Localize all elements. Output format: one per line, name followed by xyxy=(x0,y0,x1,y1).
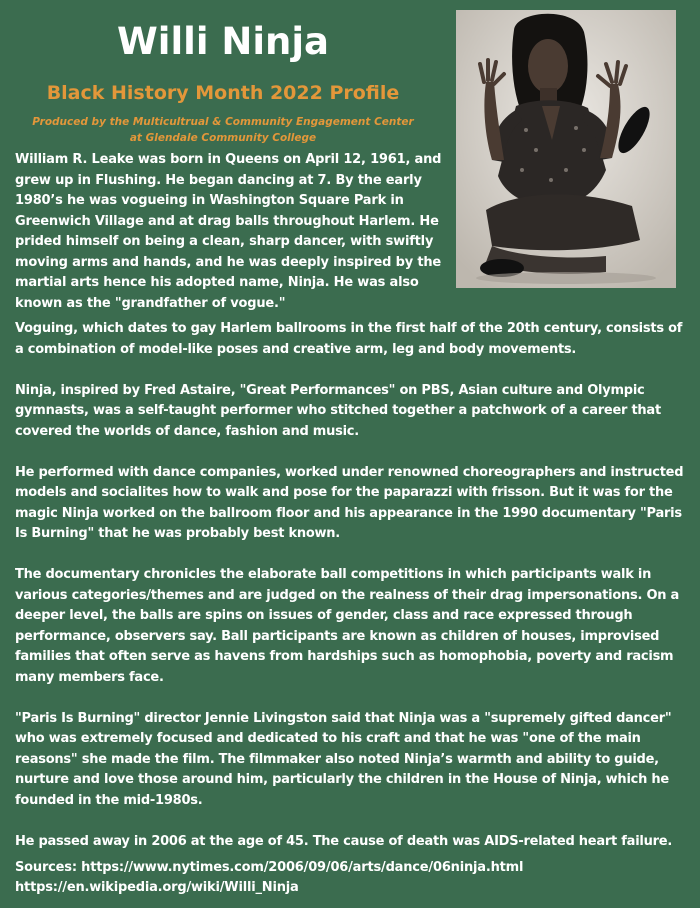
paragraph-inspiration: Ninja, inspired by Fred Astaire, "Great Performances" on PBS, Asian culture and Olympic gymnasts, was a self-taught performer who stitched together a patchwork of a career that covered the worlds of dance, fashion and music. xyxy=(15,382,661,439)
portrait-illustration xyxy=(456,10,676,288)
paragraph-voguing: Voguing, which dates to gay Harlem ballrooms in the first half of the 20th century, consists of a combination of model-like poses and creative arm, leg and body movements. xyxy=(15,321,683,357)
paragraph-documentary: The documentary chronicles the elaborate ball competitions in which participants walk in various categories/themes and are judged on the realness of their drag impersonations. On a deeper level, the balls are spins on issues of gender, class and race expressed through performance, observers say. Ball participants are known as children of houses, improvised families that often serve as havens from hardships such as homophobia, poverty and racism many members face. xyxy=(15,567,680,685)
portrait-photo xyxy=(456,10,676,288)
page-title: Willi Ninja xyxy=(116,20,330,63)
intro-paragraph: William R. Leake was born in Queens on April 12, 1961, and grew up in Flushing. He began dancing at 7. By the early 1980’s he was vogueing in Washington Square Park in Greenwich Village and at drag balls throughout Harlem. He prided himself on being a clean, sharp dancer, with swiftly moving arms and hands, and he was deeply inspired by the martial arts hence his adopted name, Ninja. He was also known as the "grandfather of vogue." xyxy=(15,152,442,311)
credit-line xyxy=(0,114,446,146)
sources xyxy=(15,858,687,898)
paragraph-career: He performed with dance companies, worked under renowned choreographers and instructed models and socialites how to walk and pose for the paparazzi with frisson. But it was for the magic Ninja worked on the ballroom floor and his appearance in the 1990 documentary "Paris Is Burning" that he was probably best known. xyxy=(15,464,684,541)
paragraph-director: "Paris Is Burning" director Jennie Livingston said that Ninja was a "supremely gifted dancer" who was extremely focused and dedicated to his craft and that he was "one of the main reasons" she made the film. The filmmaker also noted Ninja’s warmth and ability to guide, nurture and love those around him, particularly the children in the House of Ninja, which he founded in the mid-1980s. xyxy=(15,710,672,808)
paragraph-death: He passed away in 2006 at the age of 45. The cause of death was AIDS-related heart failure. xyxy=(15,833,673,849)
header xyxy=(0,18,446,146)
article-body xyxy=(15,319,687,873)
page-subtitle: Black History Month 2022 Profile xyxy=(46,82,400,104)
credit-line-1: Produced by the Multicultrual & Community Engagement Center xyxy=(32,116,414,128)
source-wikipedia: https://en.wikipedia.org/wiki/Willi_Ninja xyxy=(15,880,299,895)
credit-line-2: at Glendale Community College xyxy=(129,132,317,144)
source-nytimes: Sources: https://www.nytimes.com/2006/09/06/arts/dance/06ninja.html xyxy=(15,860,524,875)
